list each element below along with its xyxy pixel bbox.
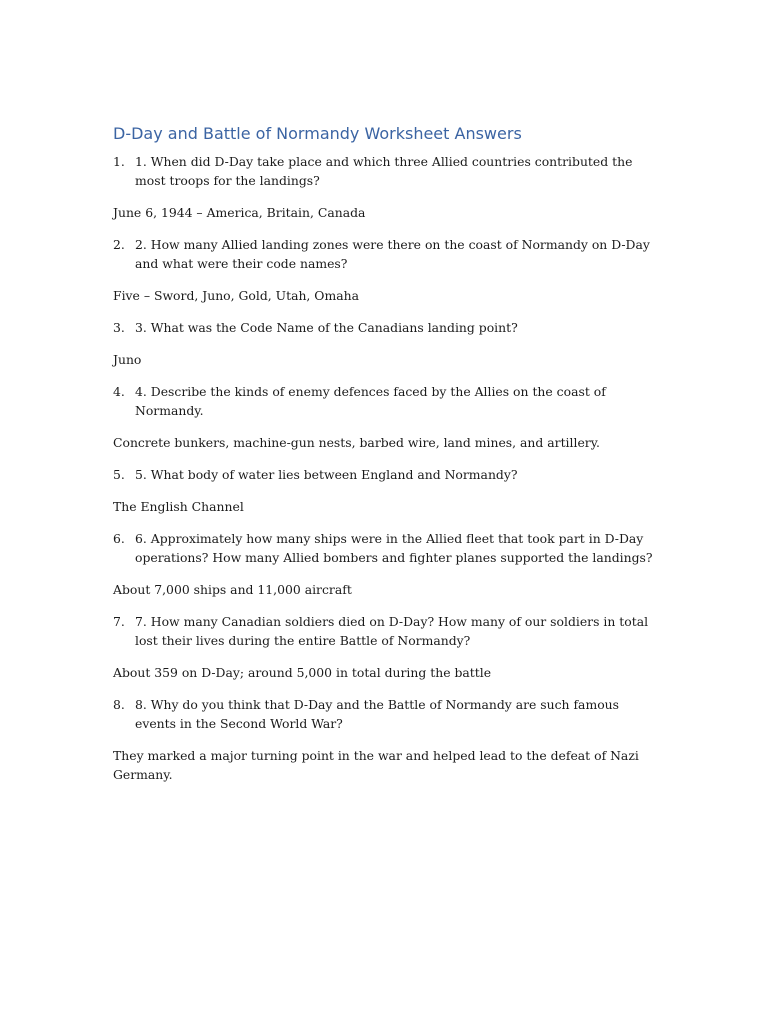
question-item — [113, 695, 653, 733]
question-number: 2. — [113, 237, 125, 252]
answer-text: Five – Sword, Juno, Gold, Utah, Omaha — [113, 288, 359, 303]
question-text: 7. How many Canadian soldiers died on D-Day? How many of our soldiers in total lost their lives during the entire Battle of Normandy? — [135, 614, 649, 648]
question-item — [113, 152, 653, 190]
question-text: 4. Describe the kinds of enemy defences faced by the Allies on the coast of Normandy. — [135, 384, 606, 418]
question-item — [113, 318, 653, 337]
answer-text: The English Channel — [113, 499, 244, 514]
worksheet-page — [113, 122, 653, 797]
question-number: 5. — [113, 467, 125, 482]
question-number: 6. — [113, 531, 125, 546]
answer-text: June 6, 1944 – America, Britain, Canada — [113, 205, 366, 220]
question-item — [113, 465, 653, 484]
question-number: 3. — [113, 320, 125, 335]
question-number: 8. — [113, 697, 125, 712]
question-text: 6. Approximately how many ships were in the Allied fleet that took part in D-Day operations? How many Allied bombers and fighter planes supported the landings? — [135, 531, 653, 565]
question-item — [113, 382, 653, 420]
question-text: 8. Why do you think that D-Day and the Battle of Normandy are such famous events in the Second World War? — [135, 697, 619, 731]
answer-text: About 7,000 ships and 11,000 aircraft — [113, 582, 352, 597]
question-text: 5. What body of water lies between England and Normandy? — [135, 467, 518, 482]
answer-text: Concrete bunkers, machine-gun nests, barbed wire, land mines, and artillery. — [113, 435, 600, 450]
question-text: 1. When did D-Day take place and which three Allied countries contributed the most troops for the landings? — [135, 154, 633, 188]
question-item — [113, 235, 653, 273]
answer-text: About 359 on D-Day; around 5,000 in total during the battle — [113, 665, 492, 680]
question-item — [113, 612, 653, 650]
question-number: 4. — [113, 384, 125, 399]
question-text: 3. What was the Code Name of the Canadians landing point? — [135, 320, 518, 335]
question-number: 7. — [113, 614, 125, 629]
page-title: D-Day and Battle of Normandy Worksheet Answers — [113, 124, 522, 143]
question-item — [113, 529, 653, 567]
answer-text: Juno — [113, 352, 142, 367]
answer-text: They marked a major turning point in the war and helped lead to the defeat of Nazi Germany. — [113, 748, 639, 782]
question-number: 1. — [113, 154, 125, 169]
question-text: 2. How many Allied landing zones were there on the coast of Normandy on D-Day and what were their code names? — [135, 237, 650, 271]
